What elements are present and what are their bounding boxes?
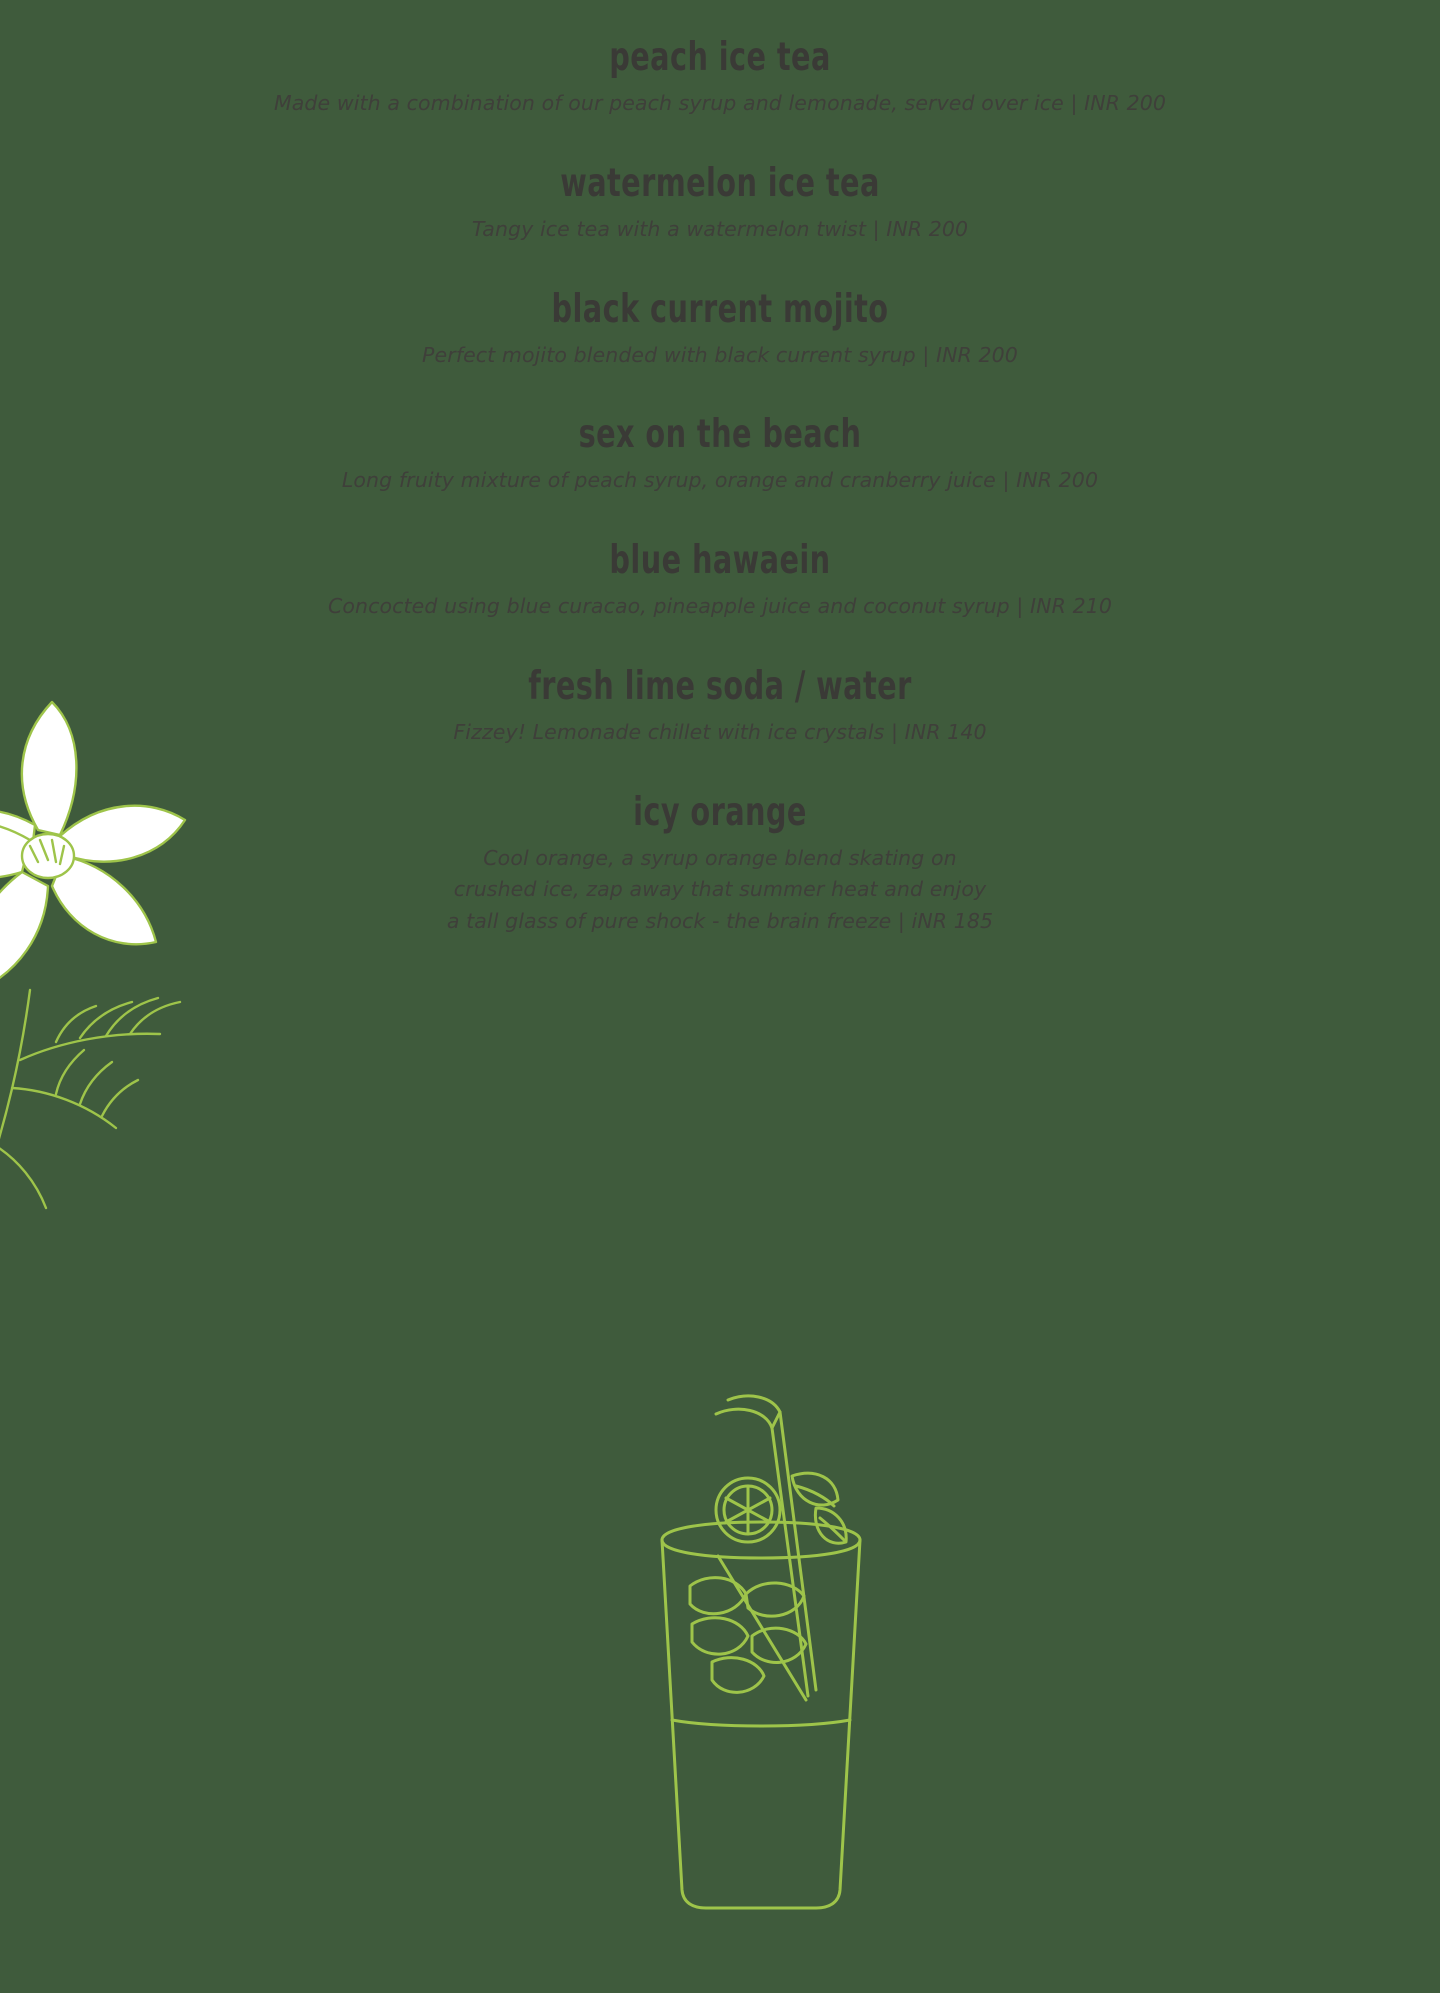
menu-item (0, 663, 1440, 749)
menu-item-description-line: Concocted using blue curacao, pineapple juice and coconut syrup | INR 210 (327, 594, 1112, 619)
menu-item (0, 35, 1440, 120)
menu-item (0, 286, 1440, 372)
menu-item-description (0, 465, 1440, 497)
menu-item-description (0, 88, 1440, 120)
menu-item-description (0, 214, 1440, 246)
menu-item-name: sex on the beach (578, 412, 862, 458)
menu-item-description-line: Made with a combination of our peach syrup and lemonade, served over ice | INR 200 (273, 91, 1167, 115)
menu-item (0, 789, 1440, 938)
menu-item-description-line: Perfect mojito blended with black current syrup | INR 200 (422, 342, 1018, 367)
menu-item-name: blue hawaein (609, 538, 831, 584)
menu-item-name: peach ice tea (609, 35, 831, 80)
menu-item (0, 538, 1440, 623)
menu-item-description-line: crushed ice, zap away that summer heat and enjoy (453, 877, 987, 902)
menu-item-description-line: a tall glass of pure shock - the brain freeze | iNR 185 (446, 909, 994, 934)
menu-item-name: icy orange (633, 789, 807, 835)
menu-item-description-line: Long fruity mixture of peach syrup, orange and cranberry juice | INR 200 (341, 468, 1099, 493)
menu-item-description-line: Tangy ice tea with a watermelon twist | INR 200 (471, 216, 969, 241)
menu-item (0, 160, 1440, 246)
menu-list (0, 0, 1440, 982)
menu-item-name: fresh lime soda / water (528, 663, 912, 709)
menu-item-name: black current mojito (551, 286, 889, 332)
menu-item-description (0, 340, 1440, 372)
iced-drink-glass-icon (620, 1390, 900, 1920)
menu-item-name: watermelon ice tea (560, 160, 880, 206)
menu-item (0, 412, 1440, 497)
menu-item-description (0, 717, 1440, 749)
menu-item-description-line: Fizzey! Lemonade chillet with ice crystals | INR 140 (453, 719, 987, 744)
menu-item-description (0, 843, 1440, 938)
menu-item-description-line: Cool orange, a syrup orange blend skating on (483, 845, 957, 870)
menu-item-description (0, 591, 1440, 623)
